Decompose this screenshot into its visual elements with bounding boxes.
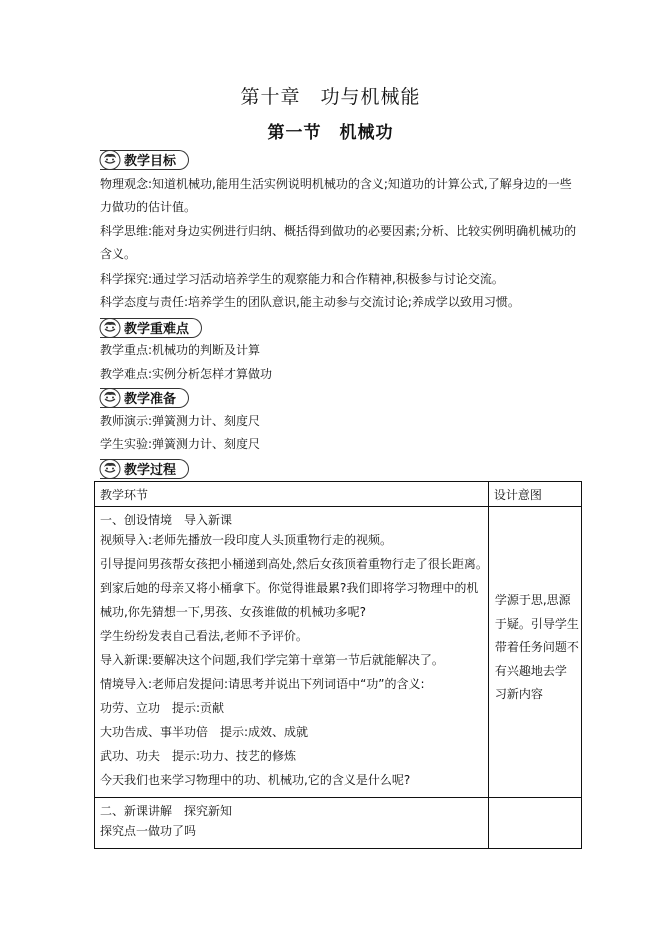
table-header-cell: 教学环节: [95, 482, 489, 507]
table-row: [95, 507, 582, 798]
table-row: [95, 798, 582, 849]
cell-line: 视频导入:老师先播放一段印度人头顶重物行走的视频。: [100, 533, 393, 547]
intent-line: 习新内容: [494, 687, 543, 701]
goal-line: 科学思维:能对身边实例进行归纳、概括得到做功的必要因素;分析、比较实例明确机械功的: [100, 224, 577, 238]
table-cell-process: [95, 507, 489, 798]
section-heading-preparation: [100, 388, 189, 407]
cell-line: 功劳、立功 提示:贡献: [100, 701, 225, 715]
heading-text: 教学重难点: [124, 322, 190, 337]
cell-line: 引导提问男孩帮女孩把小桶递到高处,然后女孩顶着重物行走了很长距离。: [100, 557, 488, 571]
cell-line: 械功,你先猜想一下,男孩、女孩谁做的机械功多呢?: [100, 605, 366, 619]
heading-text: 教学准备: [124, 392, 177, 407]
lightbulb-icon: [99, 458, 121, 480]
preparation-line: 学生实验:弹簧测力计、刻度尺: [100, 437, 261, 451]
key-point-line: 教学难点:实例分析怎样才算做功: [100, 367, 273, 381]
cell-line: 情境导入:老师启发提问:请思考并说出下列词语中“功”的含义:: [100, 677, 425, 691]
intent-line: 学源于思,思源: [494, 593, 571, 607]
goal-line: 科学态度与责任:培养学生的团队意识,能主动参与交流讨论;养成学以致用习惯。: [100, 295, 520, 309]
table-cell-intent: [488, 507, 581, 798]
cell-line: 今天我们也来学习物理中的功、机械功,它的含义是什么呢?: [100, 773, 411, 787]
intent-line: 有兴趣地去学: [494, 663, 567, 678]
table-cell-process: [95, 798, 489, 849]
key-point-line: 教学重点:机械功的判断及计算: [100, 343, 261, 357]
cell-line: 导入新课:要解决这个问题,我们学完第十章第一节后就能解决了。: [100, 653, 444, 667]
cell-line: 到家后她的母亲又将小桶拿下。你觉得谁最累?我们即将学习物理中的机: [100, 581, 479, 595]
chapter-title: 第十章 功与机械能: [240, 86, 421, 108]
table-header-cell: 设计意图: [488, 482, 581, 507]
lightbulb-icon: [99, 149, 121, 171]
cell-line: 武功、功夫 提示:功力、技艺的修炼: [100, 749, 297, 763]
goal-line: 含义。: [100, 247, 137, 261]
cell-line: 学生纷纷发表自己看法,老师不予评价。: [100, 629, 308, 643]
teaching-process-table: [94, 481, 582, 849]
preparation-line: 教师演示:弹簧测力计、刻度尺: [100, 414, 261, 428]
cell-line: 探究点一做功了吗: [100, 824, 197, 838]
heading-text: 教学目标: [124, 154, 177, 169]
goal-line: 力做功的估计值。: [100, 200, 197, 214]
cell-line: 大功告成、事半功倍 提示:成效、成就: [100, 725, 309, 739]
goal-line: 物理观念:知道机械功,能用生活实例说明机械功的含义;知道功的计算公式,了解身边的一些: [100, 177, 572, 191]
section-heading-goals: [100, 150, 189, 169]
cell-line: 一、创设情境 导入新课: [100, 513, 233, 527]
section-heading-key-points: [100, 318, 202, 337]
goal-line: 科学探究:通过学习活动培养学生的观察能力和合作精神,积极参与讨论交流。: [100, 272, 504, 286]
heading-text: 教学过程: [124, 463, 177, 478]
table-header-row: [95, 482, 582, 507]
intent-line: 带着任务问题不: [494, 640, 579, 654]
section-title: 第一节 机械功: [267, 123, 394, 143]
cell-line: 二、新课讲解 探究新知: [100, 804, 233, 818]
table-cell-intent: [488, 798, 581, 849]
section-heading-process: [100, 459, 189, 478]
lightbulb-icon: [99, 317, 121, 339]
lightbulb-icon: [99, 387, 121, 409]
intent-line: 于疑。引导学生: [494, 616, 579, 631]
